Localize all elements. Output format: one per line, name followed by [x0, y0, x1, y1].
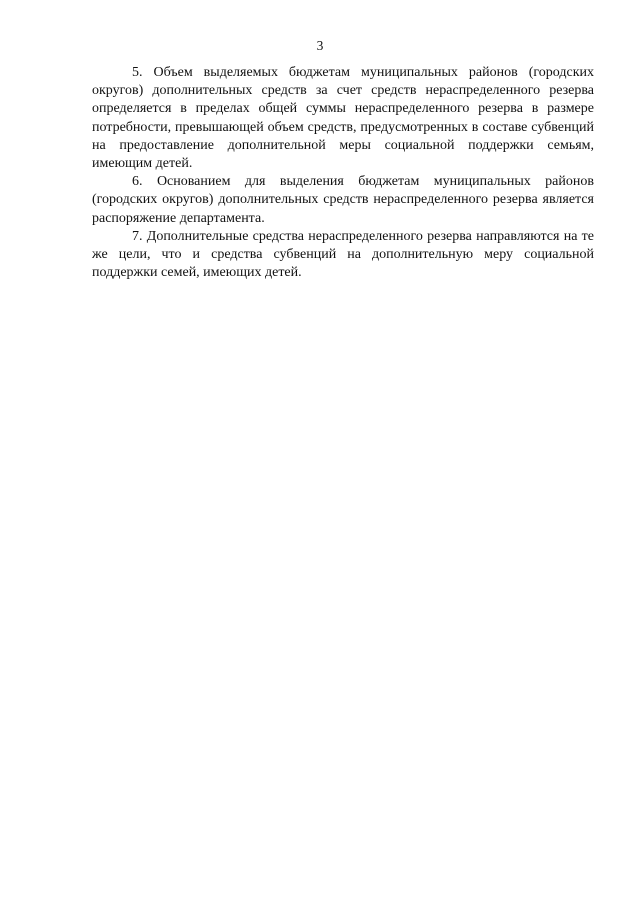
paragraph-7: 7. Дополнительные средства нераспределенного резерва направляются на те же цели, что и средства субвенций на дополнительную меру социальной поддержки семей, имеющих детей. — [92, 228, 594, 281]
paragraph-6: 6. Основанием для выделения бюджетам муниципальных районов (городских округов) дополнительных средств нераспределенного резерва является распоряжение департамента. — [92, 174, 594, 226]
page-number: 3 — [316, 38, 324, 53]
document-body — [92, 64, 594, 282]
paragraph-5: 5. Объем выделяемых бюджетам муниципальных районов (городских округов) дополнительных средств за счет средств нераспределенного резерва определяется в пределах общей суммы нераспределенного резерва в размере потребности, превышающей объем средств, предусмотренных в составе субвенций на предоставление дополнительной меры социальной поддержки семьям, имеющим детей. — [92, 65, 594, 172]
